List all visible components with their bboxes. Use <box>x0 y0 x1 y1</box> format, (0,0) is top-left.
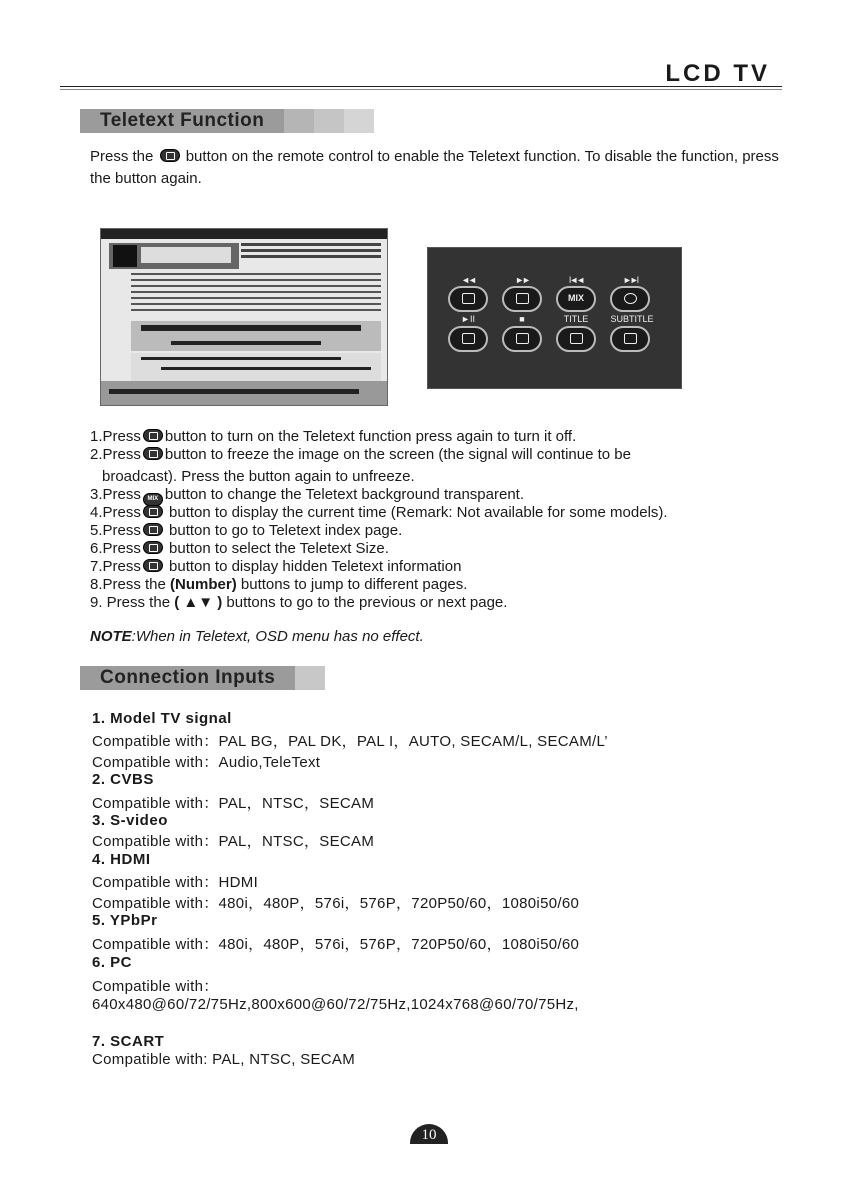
intro-after: button on the remote control to enable the Teletext function. To disable the function, press the button again. <box>90 148 779 187</box>
connection-line: Compatible with：HDMI <box>92 874 259 891</box>
header-rule <box>60 86 782 90</box>
connection-line: Compatible with：PAL BG，PAL DK，PAL I，AUTO, SECAM/L, SECAM/L’ <box>92 733 608 750</box>
teletext-section-bar <box>80 109 374 133</box>
list-item: 2.Press button to freeze the image on the screen (the signal will continue to be <box>90 446 631 463</box>
intro-before: Press the <box>90 148 154 165</box>
header-title: LCD TV <box>665 60 770 87</box>
remote-subpage-button[interactable] <box>610 326 650 352</box>
hold-icon <box>516 333 529 344</box>
connection-head: 6. PC <box>92 954 133 971</box>
teletext-logo <box>109 243 239 269</box>
list-item: 4.Press button to display the current time (Remark: Not available for some models). <box>90 504 668 521</box>
previous-label: I◄◄ <box>568 275 584 285</box>
subpage-icon <box>624 333 637 344</box>
mix-key-icon: MIX <box>143 493 163 506</box>
teletext-section-title: Teletext Function <box>80 109 284 133</box>
connection-head: 2. CVBS <box>92 771 154 788</box>
text-icon <box>462 293 475 304</box>
connection-line: Compatible with：480i，480P，576i，576P，720P50/60，1080i50/60 <box>92 936 580 953</box>
connection-line: Compatible with：Audio,TeleText <box>92 754 321 771</box>
remote-buttons-panel <box>427 247 682 389</box>
index-key-icon <box>143 523 163 536</box>
remote-time-button[interactable] <box>610 286 650 312</box>
remote-size-button[interactable] <box>502 286 542 312</box>
time-key-icon <box>143 505 163 518</box>
connection-head: 3. S-video <box>92 812 168 829</box>
size-icon <box>516 293 529 304</box>
connection-head: 7. SCART <box>92 1033 165 1050</box>
list-item: 3.Press MIX button to change the Teletext background transparent. <box>90 486 524 506</box>
stop-label: ■ <box>519 314 525 324</box>
title-label: TITLE <box>563 314 589 324</box>
connection-line: Compatible with：PAL，NTSC，SECAM <box>92 795 375 812</box>
list-item: 5.Press button to go to Teletext index page. <box>90 522 403 539</box>
size-key-icon <box>143 541 163 554</box>
connection-line: 640x480@60/72/75Hz,800x600@60/72/75Hz,1024x768@60/70/75Hz, <box>92 996 579 1013</box>
connection-section-bar <box>80 666 325 690</box>
list-item: 9. Press the ( ▲▼ ) buttons to go to the previous or next page. <box>90 594 508 611</box>
list-item: 7.Press button to display hidden Teletext information <box>90 558 462 575</box>
next-label: ►►I <box>622 275 638 285</box>
remote-hold-button[interactable] <box>502 326 542 352</box>
list-item: 1.Press button to turn on the Teletext function press again to turn it off. <box>90 428 577 445</box>
list-item: 8.Press the (Number) buttons to jump to different pages. <box>90 576 468 593</box>
list-item: 6.Press button to select the Teletext Size. <box>90 540 389 557</box>
connection-head: 4. HDMI <box>92 851 151 868</box>
connection-line: Compatible with： <box>92 978 219 995</box>
teletext-intro <box>90 146 780 190</box>
connection-line: Compatible with：PAL，NTSC，SECAM <box>92 833 375 850</box>
teletext-key-icon <box>160 149 180 162</box>
list-item: broadcast). Press the button again to unfreeze. <box>102 468 415 485</box>
remote-reveal-button[interactable] <box>556 326 596 352</box>
hold-key-icon <box>143 447 163 460</box>
index-icon <box>462 333 475 344</box>
teletext-note: NOTE:When in Teletext, OSD menu has no effect. <box>90 628 424 645</box>
teletext-screen-image <box>100 228 388 406</box>
remote-text-button[interactable] <box>448 286 488 312</box>
connection-line: Compatible with: PAL, NTSC, SECAM <box>92 1051 356 1068</box>
connection-section-title: Connection Inputs <box>80 666 295 690</box>
play-pause-label: ►II <box>461 314 475 324</box>
connection-line: Compatible with：480i，480P，576i，576P，720P50/60，1080i50/60 <box>92 895 580 912</box>
subtitle-label: SUBTITLE <box>610 314 654 324</box>
rewind-label: ◄◄ <box>461 275 475 285</box>
connection-head: 1. Model TV signal <box>92 710 232 727</box>
text-key-icon <box>143 429 163 442</box>
remote-mix-button[interactable]: MIX <box>556 286 596 312</box>
connection-head: 5. YPbPr <box>92 912 158 929</box>
forward-label: ►► <box>515 275 529 285</box>
clock-icon <box>624 293 637 304</box>
remote-index-button[interactable] <box>448 326 488 352</box>
page-number: 10 <box>410 1124 448 1144</box>
reveal-key-icon <box>143 559 163 572</box>
question-icon <box>570 333 583 344</box>
